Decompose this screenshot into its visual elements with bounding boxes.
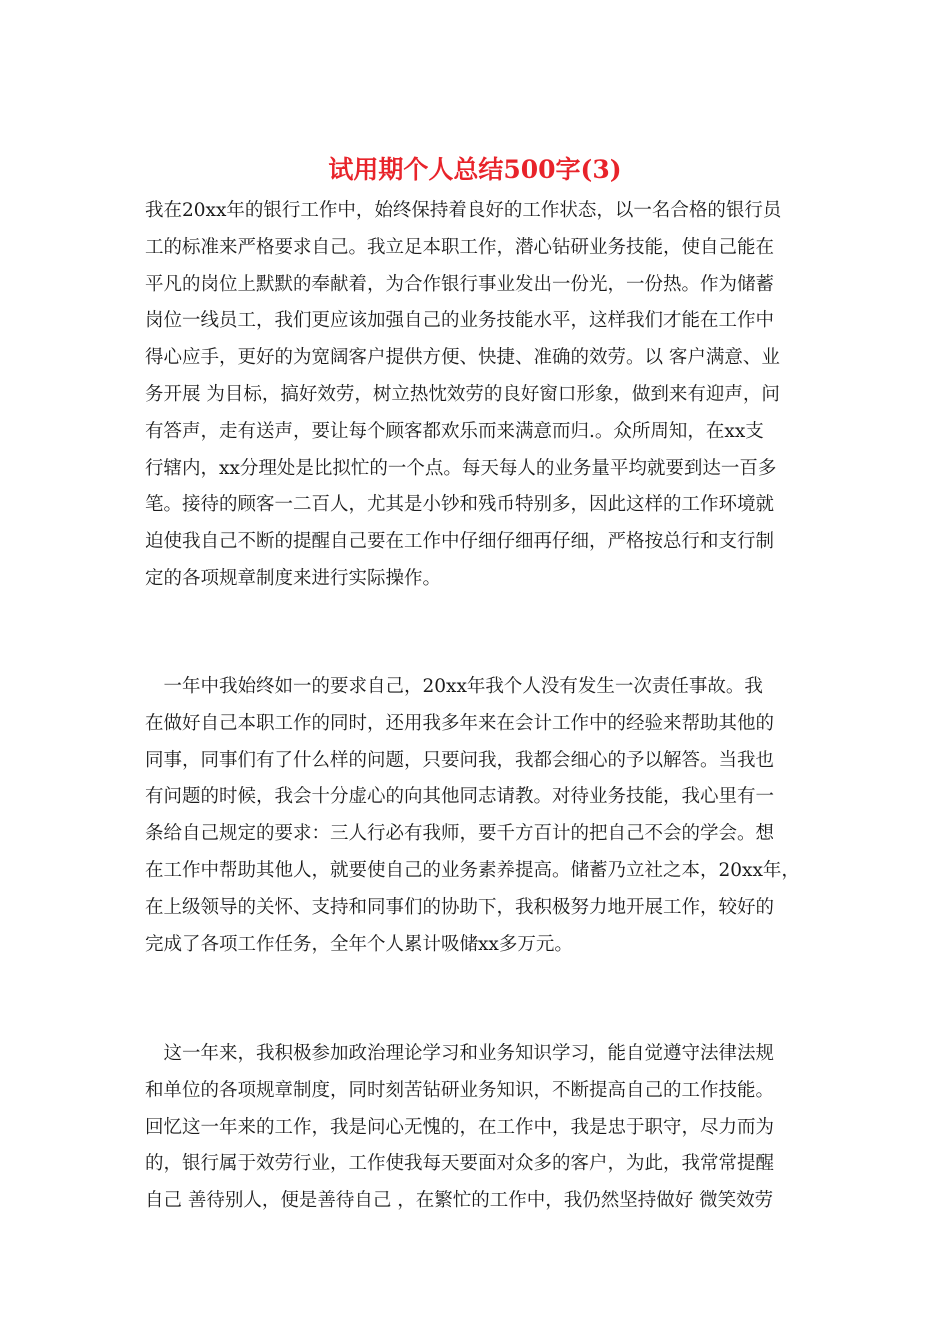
text-line: 务开展 为目标，搞好效劳，树立热忱效劳的良好窗口形象，做到来有迎声，问 <box>145 383 780 405</box>
paragraph-3 <box>145 1036 815 1220</box>
text-line: 有问题的时候，我会十分虚心的向其他同志请教。对待业务技能，我心里有一 <box>145 786 775 808</box>
text-line: 笔。接待的顾客一二百人，尤其是小钞和残币特别多，因此这样的工作环境就 <box>145 494 775 516</box>
text-line: 一年中我始终如一的要求自己，20xx年我个人没有发生一次责任事故。我 <box>145 676 763 697</box>
text-line: 我在20xx年的银行工作中，始终保持着良好的工作状态，以一名合格的银行员 <box>145 200 782 221</box>
text-line: 在做好自己本职工作的同时，还用我多年来在会计工作中的经验来帮助其他的 <box>145 712 775 734</box>
text-line: 工的标准来严格要求自己。我立足本职工作，潜心钻研业务技能，使自己能在 <box>145 236 775 258</box>
text-line: 定的各项规章制度来进行实际操作。 <box>145 567 442 589</box>
text-line: 行辖内，xx分理处是比拟忙的一个点。每天每人的业务量平均就要到达一百多 <box>145 457 777 479</box>
text-line: 岗位一线员工，我们更应该加强自己的业务技能水平，这样我们才能在工作中 <box>145 310 775 332</box>
text-line: 自己 善待别人，便是善待自己 ，在繁忙的工作中，我仍然坚持做好 微笑效劳 <box>145 1190 774 1212</box>
document-title: 试用期个人总结500字(3) <box>328 155 622 184</box>
paragraph-2 <box>145 669 815 963</box>
text-line: 条给自己规定的要求：三人行必有我师，要千方百计的把自己不会的学会。想 <box>145 823 775 845</box>
text-line: 完成了各项工作任务，全年个人累计吸储xx多万元。 <box>145 933 573 955</box>
text-line: 回忆这一年来的工作，我是问心无愧的，在工作中，我是忠于职守，尽力而为 <box>145 1116 775 1138</box>
text-line: 有答声，走有送声，要让每个顾客都欢乐而来满意而归.。众所周知，在xx支 <box>145 420 764 442</box>
text-line: 和单位的各项规章制度，同时刻苦钻研业务知识，不断提高自己的工作技能。 <box>145 1079 775 1101</box>
text-line: 这一年来，我积极参加政治理论学习和业务知识学习，能自觉遵守法律法规 <box>145 1043 775 1064</box>
paragraph-1 <box>145 193 815 598</box>
text-line: 平凡的岗位上默默的奉献着，为合作银行事业发出一份光，一份热。作为储蓄 <box>145 273 775 295</box>
text-line: 迫使我自己不断的提醒自己要在工作中仔细仔细再仔细，严格按总行和支行制 <box>145 531 775 553</box>
text-line: 得心应手，更好的为宽阔客户提供方便、快捷、准确的效劳。以 客户满意、业 <box>145 347 780 369</box>
text-line: 在上级领导的关怀、支持和同事们的协助下，我积极努力地开展工作，较好的 <box>145 896 775 918</box>
text-line: 的，银行属于效劳行业，工作使我每天要面对众多的客户，为此，我常常提醒 <box>145 1153 775 1175</box>
text-line: 在工作中帮助其他人，就要使自己的业务素养提高。储蓄乃立社之本，20xx年， <box>145 859 800 881</box>
text-line: 同事，同事们有了什么样的问题，只要问我，我都会细心的予以解答。当我也 <box>145 749 775 771</box>
